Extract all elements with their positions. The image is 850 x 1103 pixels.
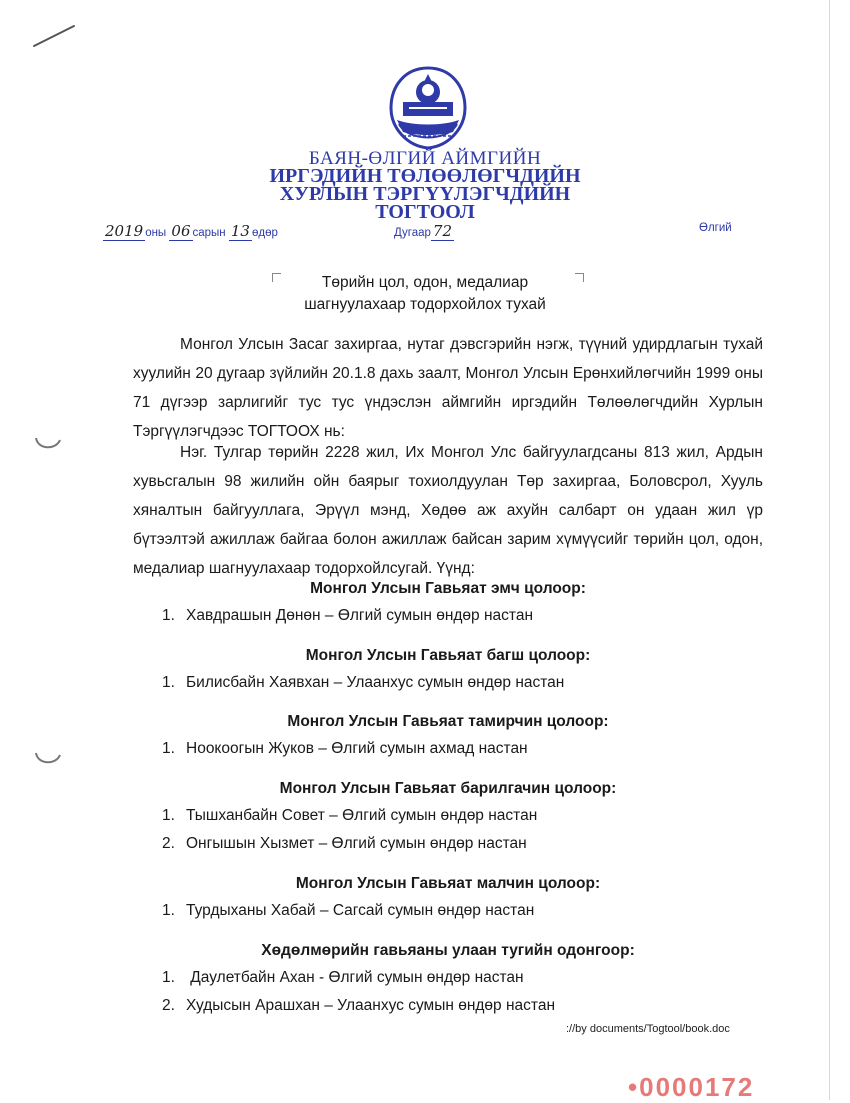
- document-number: [394, 222, 454, 241]
- date-year-suffix: оны: [145, 227, 167, 239]
- number-label: Дугаар: [394, 227, 431, 239]
- award-entry: [162, 835, 527, 853]
- paragraph-decision: Нэг. Тулгар төрийн 2228 жил, Их Монгол Улс байгуулагдсаны 813 жил, Ардын хувьсгалын 98 жилийн ойн баярыг тохиолдуулан Төр захиргаа, Боловсрол, Хууль хяналтын байгууллага, Эрүүл мэнд, Хөдөө аж ахуйн салбарт он удаан жил үр бүтээлтэй ажиллаж байгаа болон ажиллаж байсан зарим хүмүүсийг төрийн цол, одон, медалиар шагнуулахаар тодорхойлсугай. Үүнд:: [133, 444, 763, 577]
- entry-number: 1.: [162, 969, 175, 986]
- entry-text: Ноокоогын Жуков – Өлгий сумын ахмад настан: [186, 740, 528, 757]
- award-entry: [162, 807, 537, 825]
- award-heading: Монгол Улсын Гавьяат барилгачин цолоор:: [279, 780, 617, 797]
- subject-title-line-2: шагнуулахаар тодорхойлох тухай: [304, 296, 546, 313]
- pen-stroke-mark: [30, 22, 80, 52]
- entry-text: Билисбайн Хаявхан – Улаанхус сумын өндөр настан: [186, 674, 565, 691]
- award-entry: [162, 902, 534, 920]
- entry-text: Турдыханы Хабай – Сагсай сумын өндөр настан: [186, 902, 535, 919]
- award-heading: Монгол Улсын Гавьяат багш цолоор:: [305, 647, 591, 664]
- entry-text: Тышханбайн Совет – Өлгий сумын өндөр настан: [186, 807, 538, 824]
- entry-number: 2.: [162, 835, 175, 852]
- header-aimag: БАЯН-ӨЛГИЙ АЙМГИЙН: [308, 148, 542, 169]
- date-month-suffix: сарын: [192, 227, 226, 239]
- entry-number: 2.: [162, 997, 175, 1014]
- entry-text: Онгышын Хызмет – Өлгий сумын өндөр настан: [186, 835, 527, 852]
- entry-text: Худысын Арашхан – Улаанхус сумын өндөр настан: [186, 997, 556, 1014]
- number-value: 72: [432, 222, 453, 240]
- header-title: ТОГТООЛ: [375, 201, 475, 223]
- award-heading: Монгол Улсын Гавьяат тамирчин цолоор:: [287, 713, 609, 730]
- punch-hole-icon: [30, 430, 64, 454]
- subject-title-line-1: Төрийн цол, одон, медалиар: [321, 274, 529, 291]
- document-date: [103, 222, 278, 241]
- award-heading: Монгол Улсын Гавьяат малчин цолоор:: [295, 875, 601, 892]
- entry-text: Хавдрашын Дөнөн – Өлгий сумын өндөр настан: [186, 607, 534, 624]
- award-heading: Хөдөлмөрийн гавьяаны улаан тугийн одонгоор:: [261, 942, 635, 959]
- award-entry: [162, 674, 564, 692]
- date-year: 2019: [105, 222, 144, 240]
- header-line-2: ХУРЛЫН ТЭРГҮҮЛЭГЧДИЙН: [279, 183, 571, 205]
- header-line-1: ИРГЭДИЙН ТӨЛӨӨЛӨГЧДИЙН: [269, 165, 581, 187]
- entry-number: 1.: [162, 607, 175, 624]
- serial-stamp-partial: •0000172: [628, 1072, 755, 1102]
- date-day-suffix: өдөр: [251, 227, 278, 239]
- award-entry: [162, 997, 555, 1015]
- award-entry: [162, 740, 528, 758]
- entry-number: 1.: [162, 902, 175, 919]
- date-month: 06: [171, 222, 191, 240]
- entry-number: 1.: [162, 740, 175, 757]
- entry-text: Даулетбайн Ахан - Өлгий сумын өндөр настан: [186, 969, 524, 986]
- file-path-footer: ://by documents/Togtool/book.doc: [566, 1023, 730, 1035]
- entry-number: 1.: [162, 807, 175, 824]
- document-place: Өлгий: [699, 222, 732, 234]
- award-entry: [162, 607, 533, 625]
- entry-number: 1.: [162, 674, 175, 691]
- date-day: 13: [230, 222, 250, 240]
- paragraph-preamble: Монгол Улсын Засаг захиргаа, нутаг дэвсгэрийн нэгж, түүний удирдлагын тухай хуулийн 20 дугаар зүйлийн 20.1.8 дахь заалт, Монгол Улсын Ерөнхийлөгчийн 1999 оны 71 дүгээр зарлигийг тус тус үндэслэн аймгийн иргэдийн Төлөөлөгчдийн Хурлын Тэргүүлэгчдээс ТОГТООХ нь:: [133, 336, 763, 440]
- award-heading: Монгол Улсын Гавьяат эмч цолоор:: [310, 580, 586, 597]
- state-emblem-icon: [383, 62, 473, 152]
- punch-hole-icon: [30, 745, 64, 769]
- award-entry: [162, 969, 524, 987]
